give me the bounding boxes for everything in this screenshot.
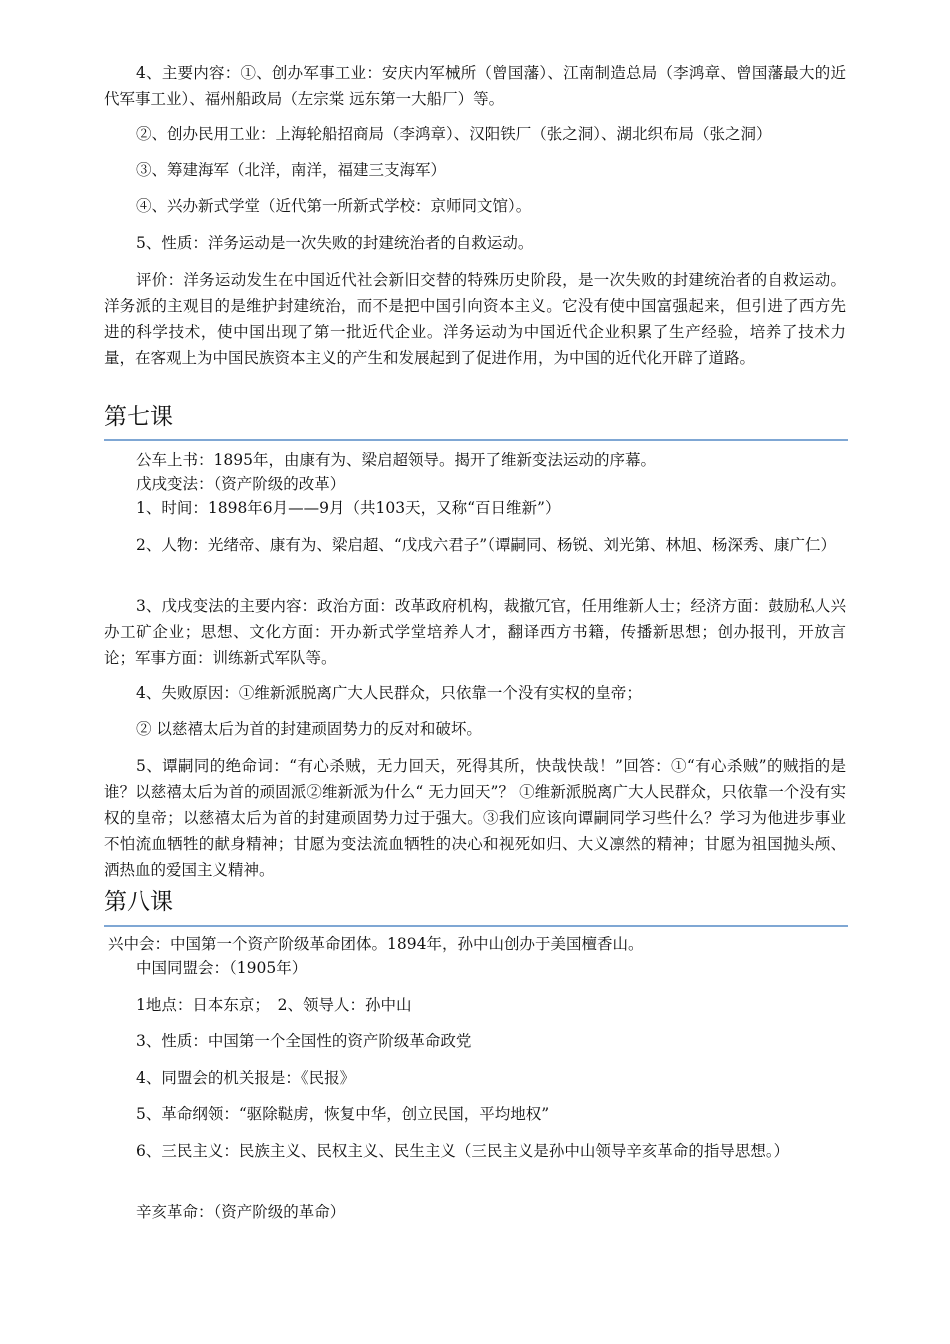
lesson7-paragraph-tan-sitong: 5、谭嗣同的绝命词：“有心杀贼，无力回天，死得其所，快哉快哉！”回答：①“有心杀贼”的贼指的是谁？以慈禧太后为首的顽固派②维新派为什么“ 无力回天”？ ①维新派脱离广大人民群众，只依靠一个没有实权的皇帝；以慈禧太后为首的封建顽固势力过于强大。③我们应该向谭嗣同学习些什么？学习为他进步事业不怕流血牺牲的献身精神；甘愿为变法流血牺牲的决心和视死如归、大义凛然的精神；甘愿为祖国抛头颅、洒热血的爱国主义精神。 (104, 757, 846, 879)
lesson7-paragraph-wuxu: 戊戌变法：（资产阶级的改革） (136, 475, 346, 493)
lesson8-paragraph-xingzhonghui: 兴中会：中国第一个资产阶级革命团体。1894年，孙中山创办于美国檀香山。 (108, 935, 644, 953)
lesson8-divider (104, 925, 848, 927)
paragraph-nature: 5、性质：洋务运动是一次失败的封建统治者的自救运动。 (136, 234, 534, 252)
lesson7-paragraph-gongche: 公车上书：1895年，由康有为、梁启超领导。揭开了维新变法运动的序幕。 (136, 451, 656, 469)
paragraph-navy: ③、筹建海军（北洋，南洋，福建三支海军） (136, 161, 447, 179)
lesson8-paragraph-tongmenghui: 中国同盟会：（1905年） (136, 959, 308, 977)
lesson7-paragraph-people: 2、人物：光绪帝、康有为、梁启超、“戊戌六君子”（谭嗣同、杨锐、刘光第、林旭、杨深秀、康广仁） (136, 536, 836, 554)
lesson8-paragraph-location: 1地点：日本东京； 2、领导人：孙中山 (136, 996, 412, 1014)
paragraph-civil-industry: ②、创办民用工业：上海轮船招商局（李鸿章）、汉阳铁厂（张之洞）、湖北织布局（张之洞） (136, 125, 772, 143)
lesson8-heading: 第八课 (104, 889, 173, 915)
lesson8-paragraph-newspaper: 4、同盟会的机关报是：《民报》 (136, 1069, 356, 1087)
lesson7-paragraph-time: 1、时间：1898年6月——9月（共103天，又称“百日维新”） (136, 499, 561, 517)
lesson8-paragraph-three-principles: 6、三民主义：民族主义、民权主义、民生主义（三民主义是孙中山领导辛亥革命的指导思想。） (136, 1142, 790, 1160)
paragraph-main-content: 4、主要内容：①、创办军事工业：安庆内军械所（曾国藩）、江南制造总局（李鸿章、曾国藩最大的近代军事工业）、福州船政局（左宗棠 远东第一大船厂）等。 (104, 64, 846, 108)
lesson7-divider (104, 439, 848, 441)
lesson7-paragraph-failure: 4、失败原因：①维新派脱离广大人民群众，只依靠一个没有实权的皇帝； (136, 684, 642, 702)
paragraph-schools: ④、兴办新式学堂（近代第一所新式学校：京师同文馆）。 (136, 197, 532, 215)
lesson8-paragraph-program: 5、革命纲领：“驱除鞑虏，恢复中华，创立民国，平均地权” (136, 1105, 550, 1123)
lesson8-paragraph-nature: 3、性质：中国第一个全国性的资产阶级革命政党 (136, 1032, 472, 1050)
paragraph-evaluation: 评价：洋务运动发生在中国近代社会新旧交替的特殊历史阶段，是一次失败的封建统治者的自救运动。洋务派的主观目的是维护封建统治，而不是把中国引向资本主义。它没有使中国富强起来，但引进了西方先进的科学技术，使中国出现了第一批近代企业。洋务运动为中国近代企业积累了生产经验，培养了技术力量，在客观上为中国民族资本主义的产生和发展起到了促进作用，为中国的近代化开辟了道路。 (104, 271, 846, 367)
lesson8-paragraph-xinhai: 辛亥革命：（资产阶级的革命） (136, 1203, 346, 1221)
lesson7-paragraph-content: 3、戊戌变法的主要内容：政治方面：改革政府机构，裁撤冗官，任用维新人士；经济方面：鼓励私人兴办工矿企业；思想、文化方面：开办新式学堂培养人才，翻译西方书籍，传播新思想；创办报刊，开放言论；军事方面：训练新式军队等。 (104, 597, 846, 667)
lesson7-heading: 第七课 (104, 404, 173, 430)
lesson7-paragraph-failure-2: ② 以慈禧太后为首的封建顽固势力的反对和破坏。 (136, 720, 482, 738)
